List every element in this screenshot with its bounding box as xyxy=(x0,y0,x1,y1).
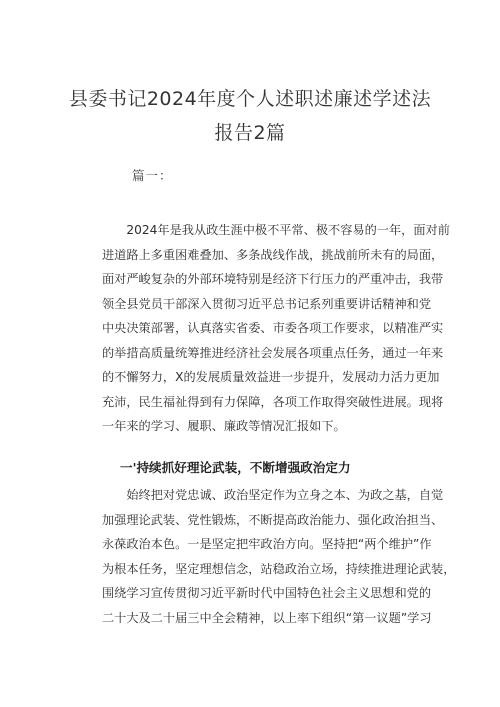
paragraph-line: 始终把对党忠诚、政治坚定作为立身之本、为政之基，自觉 xyxy=(102,488,444,502)
paragraph-line: 一年来的学习、履职、廉政等情况汇报如下。 xyxy=(102,419,346,433)
paragraph-line: 围绕学习宣传贯彻习近平新时代中国特色社会主义思想和党的 xyxy=(102,586,432,600)
paragraph-line: 的不懈努力，X的发展质量效益进一步提升，发展动力活力更加 xyxy=(102,370,440,384)
paragraph-line: 加强理论武装、党性锻炼，不断提高政治能力、强化政治担当、 xyxy=(102,512,444,527)
paragraph-line: 领全县党员干部深入贯彻习近平总书记系列重要讲话精神和党 xyxy=(102,296,432,311)
section-heading-1: 一'持续抓好理论武装，不断增强政治定力 xyxy=(120,460,351,475)
paragraph-line: 2024年是我从政生涯中极不平常、极不容易的一年，面对前 xyxy=(102,223,450,237)
paragraph-line: 为根本任务，坚定理想信念，站稳政治立场，持续推进理论武装， xyxy=(102,561,456,576)
paragraph-line: 永葆政治本色。一是坚定把牢政治方向。坚持把“两个维护”作 xyxy=(102,537,432,551)
paragraph-line: 二十大及二十届三中全会精神，以上率下组织“第一议题”学习 xyxy=(102,610,432,625)
paragraph-line: 充沛，民生福祉得到有力保障，各项工作取得突破性进展。现将 xyxy=(102,394,444,409)
paragraph-intro xyxy=(102,218,450,439)
document-title-line-1: 县委书记2024年度个人述职述廉述学述法 xyxy=(68,88,432,110)
paragraph-line: 的举措高质量统筹推进经济社会发展各项重点任务，通过一年来 xyxy=(102,345,444,360)
paragraph-section-1 xyxy=(102,483,456,630)
document-title-line-2: 报告2篇 xyxy=(214,122,286,144)
paragraph-line: 进道路上多重困难叠加、多条战线作战，挑战前所未有的局面， xyxy=(102,247,444,262)
section-label: 篇一： xyxy=(132,168,173,183)
paragraph-line: 中央决策部署，认真落实省委、市委各项工作要求，以精准严实 xyxy=(102,321,444,335)
paragraph-line: 面对严峻复杂的外部环境特别是经济下行压力的严重冲击，我带 xyxy=(102,272,444,286)
